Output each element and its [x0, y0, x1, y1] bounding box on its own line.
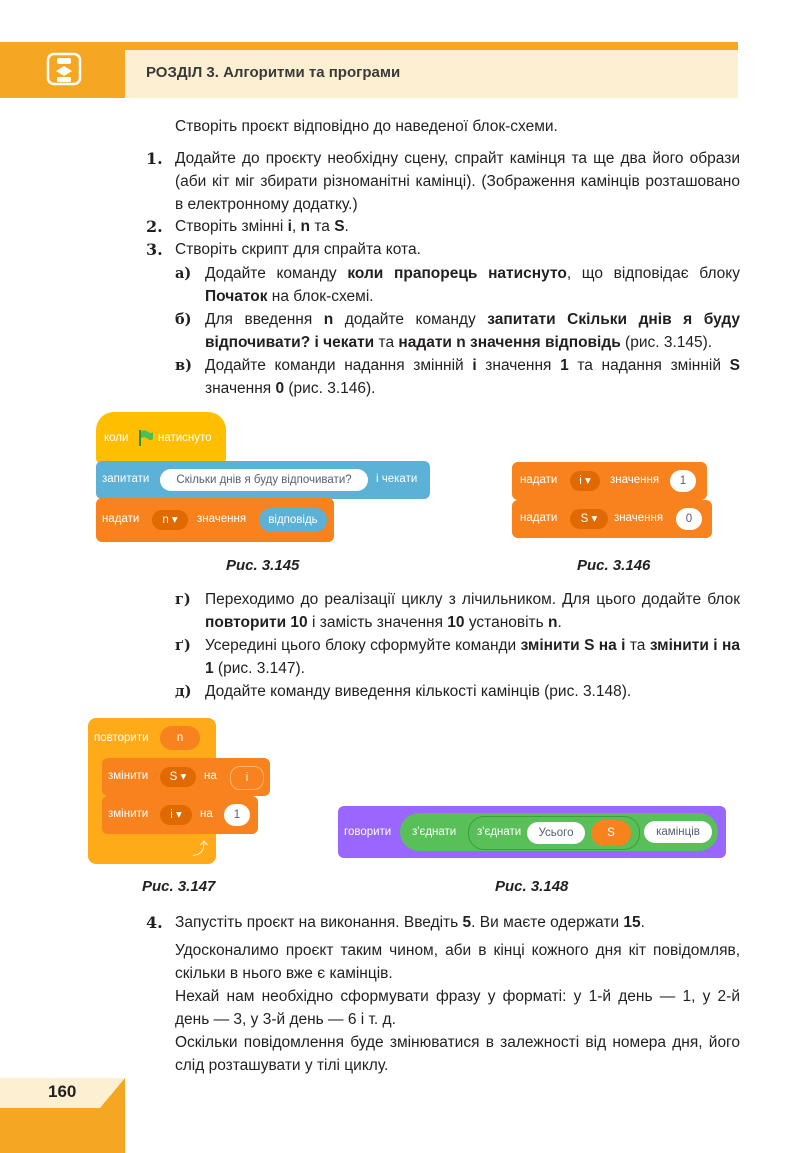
paragraph: Оскільки повідомлення буде змінюватися в залежності від номера дня, його слід розташувати у тілі циклу. — [175, 1034, 740, 1074]
step-number: 2. — [146, 217, 163, 236]
page-number: 160 — [48, 1082, 77, 1101]
substep-b-text: Для введення n додайте команду запитати Скільки днів я буду відпочивати? і чекати та надати n значення відповідь (рис. 3.145). — [205, 311, 740, 351]
repeat-block: повторити n ⤴ — [88, 718, 216, 864]
variable-dropdown: S ▾ — [160, 767, 196, 787]
figure-caption: Рис. 3.146 — [577, 557, 651, 574]
variable-dropdown: S ▾ — [570, 509, 608, 529]
substep-g-text: Переходимо до реалізації циклу з лічильником. Для цього додайте блок повторити 10 і замість значення 10 установіть n. — [205, 591, 740, 631]
step-2-text: Створіть змінні i, n та S. — [175, 218, 349, 235]
figure-caption: Рис. 3.148 — [495, 878, 569, 895]
substep-d-text: Додайте команду виведення кількості камінців (рис. 3.148). — [205, 683, 632, 700]
step-4-text: Запустіть проєкт на виконання. Введіть 5. Ви маєте одержати 15. — [175, 914, 645, 931]
step-1-text: Додайте до проєкту необхідну сцену, спрайт камінця та ще два його образи (аби кіт міг збирати різноманітні камінці). (Зображення камінців розташовано в електронному додатку.) — [175, 150, 740, 213]
ask-and-wait-block: запитати Скільки днів я буду відпочивати? і чекати — [96, 461, 430, 499]
step-3-text: Створіть скрипт для спрайта кота. — [175, 241, 421, 258]
figure-caption: Рис. 3.145 — [226, 557, 300, 574]
say-block: говорити з'єднати з'єднати Усього S камінців — [338, 806, 726, 858]
flowchart-icon — [46, 52, 82, 86]
substep-v-text: Додайте команди надання змінній i значення 1 та надання змінній S значення 0 (рис. 3.146). — [205, 357, 740, 397]
set-S-block: надати S ▾ значення 0 — [512, 500, 712, 538]
variable-dropdown: n ▾ — [152, 510, 188, 530]
substep-a-text: Додайте команду коли прапорець натиснуто, що відповідає блоку Початок на блок-схемі. — [205, 265, 740, 305]
when-flag-clicked-block: коли натиснуто — [96, 412, 226, 464]
join-inner: з'єднати Усього S — [468, 816, 640, 850]
intro-text: Створіть проєкт відповідно до наведеної блок-схеми. — [175, 118, 558, 135]
variable-dropdown: i ▾ — [570, 471, 600, 491]
text-input: камінців — [644, 821, 712, 843]
paragraph: Удосконалимо проєкт таким чином, аби в кінці кожного дня кіт повідомляв, скільки в нього вже є камінців. — [175, 942, 740, 982]
change-i-block: змінити i ▾ на 1 — [102, 796, 258, 834]
question-input: Скільки днів я буду відпочивати? — [160, 469, 368, 491]
substep-letter: ґ) — [175, 637, 191, 654]
set-n-to-answer-block: надати n ▾ значення відповідь — [96, 498, 334, 542]
step-number: 3. — [146, 240, 163, 259]
text-input: Усього — [527, 822, 585, 844]
answer-reporter: відповідь — [259, 508, 327, 532]
paragraph: Нехай нам необхідно сформувати фразу у форматі: у 1-й день — 1, у 2-й день — 3, у 3-й день — 6 і т. д. — [175, 988, 740, 1028]
variable-dropdown: i ▾ — [160, 805, 192, 825]
i-reporter: i — [230, 766, 264, 790]
loop-arrow-icon: ⤴ — [192, 841, 209, 858]
green-flag-icon — [138, 429, 154, 447]
substep-letter: г) — [175, 591, 191, 608]
value-input: 0 — [676, 508, 702, 530]
substep-letter: а) — [175, 265, 192, 282]
S-reporter: S — [591, 820, 631, 846]
set-i-block: надати i ▾ значення 1 — [512, 462, 707, 500]
value-input: 1 — [224, 804, 250, 826]
count-reporter: n — [160, 726, 200, 750]
figure-caption: Рис. 3.147 — [142, 878, 216, 895]
step-number: 4. — [146, 913, 163, 932]
join-outer: з'єднати з'єднати Усього S камінців — [400, 813, 718, 851]
substep-letter: б) — [175, 311, 192, 328]
step-number: 1. — [146, 149, 163, 168]
value-input: 1 — [670, 470, 696, 492]
section-title: РОЗДІЛ 3. Алгоритми та програми — [146, 64, 401, 81]
change-S-block: змінити S ▾ на i — [102, 758, 270, 796]
substep-letter: д) — [175, 683, 192, 700]
substep-g2-text: Усередині цього блоку сформуйте команди змінити S на i та змінити i на 1 (рис. 3.147). — [205, 637, 740, 677]
substep-letter: в) — [175, 357, 192, 374]
